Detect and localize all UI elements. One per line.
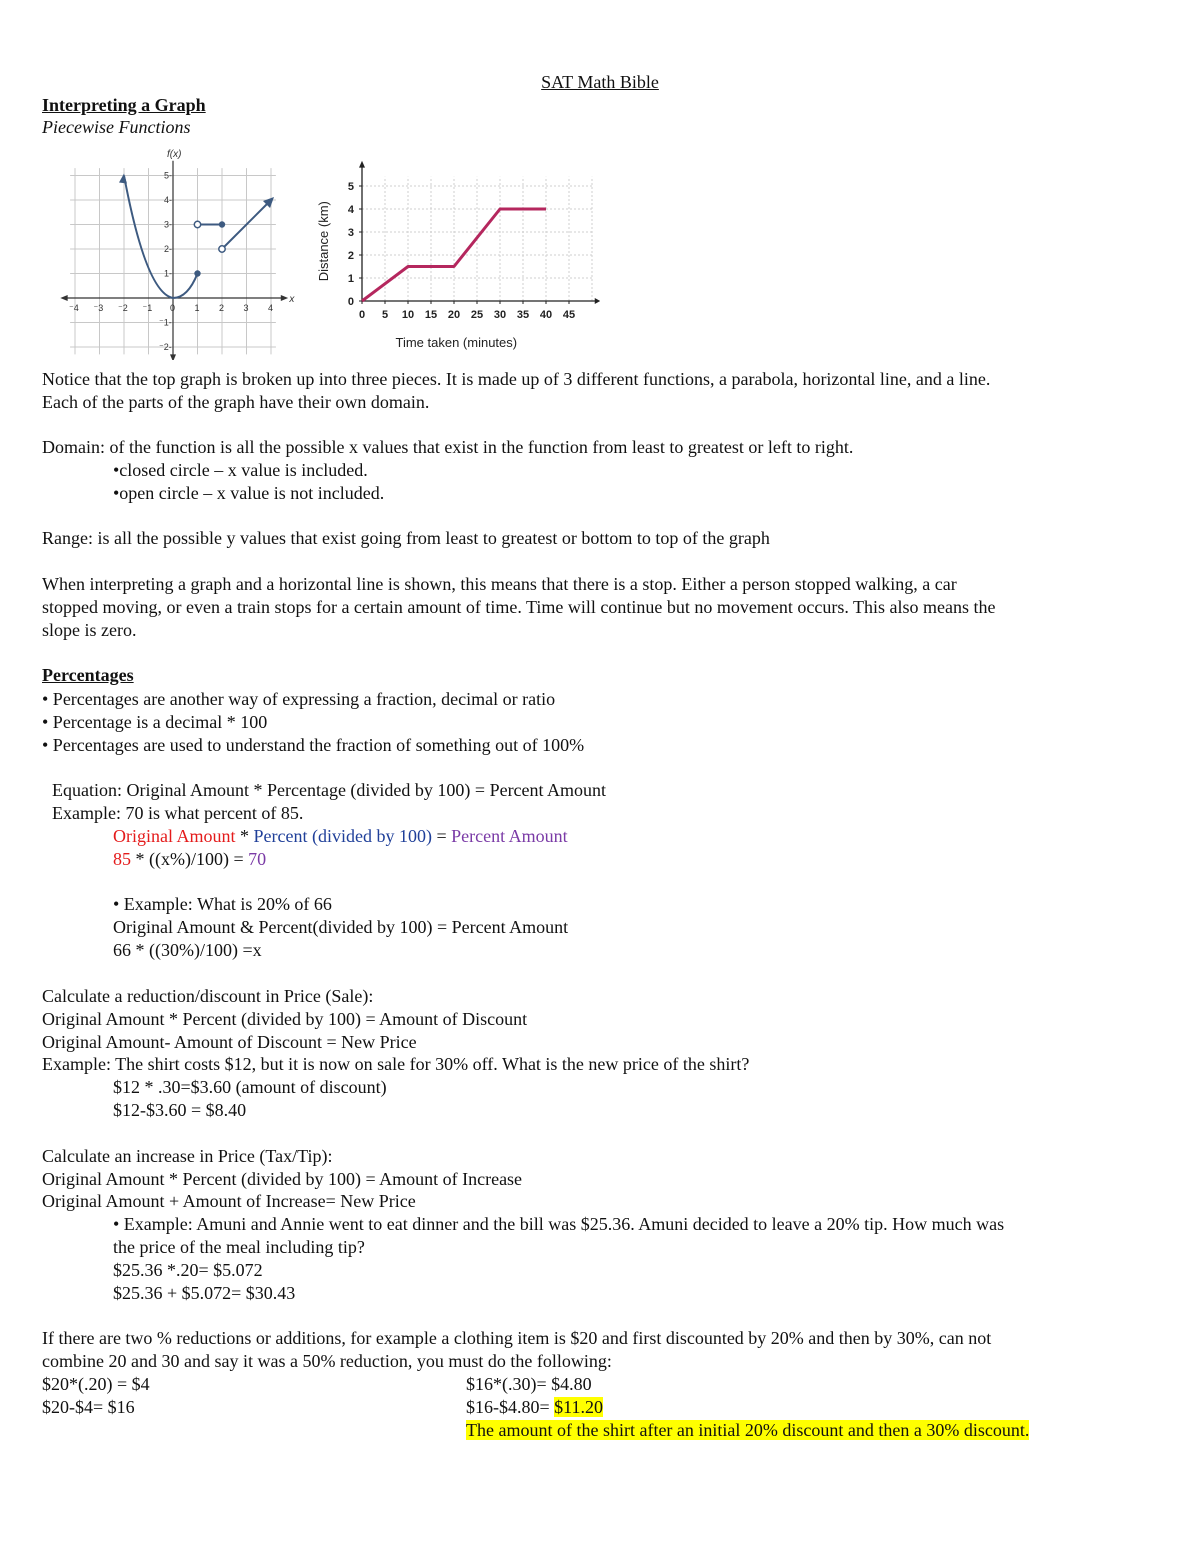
two-percent-text: If there are two % reductions or additions, for example a clothing item is $20 and first discounted by 20% and then by 30%, can not [42, 1328, 992, 1348]
conclusion-text: The amount of the shirt after an initial 20% discount and then a 30% discount. [466, 1420, 1030, 1440]
x-tick-label: 0 [170, 303, 176, 313]
paragraph-line: Notice that the top graph is broken up into three pieces. It is made up of 3 different functions, a parabola, horizontal line, and a line. [42, 369, 991, 389]
value-85: 85 [113, 849, 131, 869]
x-axis-arrow [595, 298, 600, 304]
distance-time-graph [310, 150, 600, 360]
domain-bullet-open: •open circle – x value is not included. [113, 483, 385, 503]
y-axis-arrow [170, 354, 176, 360]
second-discount-prefix: $16-$4.80= [466, 1397, 555, 1417]
calc-middle: * ((x%)/100) = [131, 849, 249, 869]
x-tick-label: 40 [539, 309, 553, 321]
increase-formula: Original Amount * Percent (divided by 100) = Amount of Increase [42, 1169, 523, 1189]
final-price-highlight: $11.20 [554, 1397, 603, 1417]
x-tick-label: 30 [493, 309, 507, 321]
x-tick-label: ⁻1 [142, 303, 153, 313]
original-amount-term: Original Amount [113, 826, 236, 846]
x-tick-label: 35 [516, 309, 530, 321]
x-tick-label: 2 [219, 303, 225, 313]
parabola-piece [124, 176, 198, 299]
section-heading-percentages: Percentages [42, 665, 134, 685]
percentage-bullet: • Percentage is a decimal * 100 [42, 712, 268, 732]
colored-equation [113, 825, 568, 847]
increase-example: the price of the meal including tip? [113, 1237, 365, 1257]
y-tick-label: ⁻2- [159, 342, 172, 352]
paragraph-line: stopped moving, or even a train stops for a certain amount of time. Time will continue but no movement occurs. This also means the [42, 597, 996, 617]
second-discount-result [466, 1396, 603, 1418]
y-tick-label: 1- [164, 268, 173, 279]
y-axis-label: f(x) [167, 148, 182, 160]
x-tick-label: 25 [470, 309, 484, 321]
x-tick-label: 1 [194, 303, 200, 313]
y-tick-label: 5 [347, 181, 354, 193]
increase-calc: $25.36 *.20= $5.072 [113, 1260, 263, 1280]
y-tick-label: 5- [164, 170, 173, 181]
percent-amount-term: Percent Amount [451, 826, 568, 846]
open-circle-point [194, 221, 200, 227]
value-70: 70 [248, 849, 267, 869]
x-tick-label: 5 [381, 309, 389, 321]
paragraph-line: Each of the parts of the graph have their own domain. [42, 392, 430, 412]
x-axis-label: x [289, 294, 295, 305]
x-tick-label: 15 [424, 309, 438, 321]
y-tick-label: 4- [164, 195, 173, 205]
equals-sign: = [431, 826, 452, 846]
percentage-bullet: • Percentages are another way of expressing a fraction, decimal or ratio [42, 689, 556, 709]
x-tick-label: 4 [268, 303, 274, 313]
x-tick-label: 20 [447, 309, 461, 321]
times-sign: * [235, 826, 254, 846]
page-title: SAT Math Bible [541, 72, 659, 92]
y-tick-label: 1 [347, 273, 354, 285]
piecewise-function-graph [55, 140, 300, 360]
conclusion-highlight [466, 1419, 1029, 1441]
example-calc: 66 * ((30%)/100) =x [113, 940, 262, 960]
range-definition: Range: is all the possible y values that exist going from least to greatest or bottom to top of the graph [42, 528, 770, 548]
percentage-bullet: • Percentages are used to understand the fraction of something out of 100% [42, 735, 585, 755]
subheading-piecewise: Piecewise Functions [42, 117, 191, 137]
example-formula: Original Amount & Percent(divided by 100) = Percent Amount [113, 917, 569, 937]
first-discount-result: $20-$4= $16 [42, 1397, 135, 1417]
two-percent-text: combine 20 and 30 and say it was a 50% reduction, you must do the following: [42, 1351, 612, 1371]
y-tick-label: 3 [347, 227, 354, 239]
y-axis-arrow [359, 161, 365, 168]
example-20-of-66: • Example: What is 20% of 66 [113, 894, 332, 914]
percent-example: Example: 70 is what percent of 85. [52, 803, 304, 823]
x-tick-label: ⁻4 [69, 303, 79, 313]
x-axis-label: Time taken (minutes) [395, 335, 518, 350]
section-heading-graph: Interpreting a Graph [42, 95, 206, 115]
first-discount-calc: $20*(.20) = $4 [42, 1374, 150, 1394]
x-tick-label: 45 [562, 309, 576, 321]
colored-example-calc [113, 848, 266, 870]
x-tick-label: 0 [358, 309, 366, 321]
x-axis-arrow [60, 295, 67, 301]
reduction-calc: $12 * .30=$3.60 (amount of discount) [113, 1077, 387, 1097]
y-tick-label: 2- [164, 244, 173, 254]
y-tick-label: 4 [347, 204, 354, 216]
x-tick-label: 10 [401, 309, 415, 321]
increase-formula: Original Amount + Amount of Increase= New Price [42, 1191, 416, 1211]
reduction-example: Example: The shirt costs $12, but it is now on sale for 30% off. What is the new price of the shirt? [42, 1054, 750, 1074]
x-tick-label: ⁻3 [93, 303, 104, 313]
increase-heading: Calculate an increase in Price (Tax/Tip): [42, 1146, 333, 1166]
y-tick-label: ⁻1- [159, 317, 172, 328]
x-tick-label: ⁻2 [118, 303, 128, 313]
reduction-formula: Original Amount * Percent (divided by 100) = Amount of Discount [42, 1009, 528, 1029]
percent-term: Percent (divided by 100) [253, 826, 432, 846]
open-circle-point [219, 246, 225, 252]
second-discount-calc: $16*(.30)= $4.80 [466, 1374, 592, 1394]
x-tick-label: 3 [243, 303, 249, 313]
y-tick-label: 0 [347, 296, 354, 308]
increase-calc: $25.36 + $5.072= $30.43 [113, 1283, 296, 1303]
closed-circle-point [219, 221, 225, 227]
domain-definition: Domain: of the function is all the possible x values that exist in the function from least to greatest or left to right. [42, 437, 854, 457]
percent-equation: Equation: Original Amount * Percentage (divided by 100) = Percent Amount [52, 780, 607, 800]
paragraph-line: When interpreting a graph and a horizontal line is shown, this means that there is a stop. Either a person stopped walking, a car [42, 574, 957, 594]
closed-circle-point [194, 270, 200, 276]
increase-example: • Example: Amuni and Annie went to eat dinner and the bill was $25.36. Amuni decided to leave a 20% tip. How much was [113, 1214, 1005, 1234]
reduction-heading: Calculate a reduction/discount in Price (Sale): [42, 986, 374, 1006]
paragraph-line: slope is zero. [42, 620, 137, 640]
y-tick-label: 2 [347, 250, 354, 262]
y-tick-label: 3- [164, 219, 173, 230]
y-axis-label: Distance (km) [316, 201, 331, 282]
reduction-calc: $12-$3.60 = $8.40 [113, 1100, 247, 1120]
x-axis-arrow [281, 295, 288, 301]
reduction-formula: Original Amount- Amount of Discount = New Price [42, 1032, 417, 1052]
domain-bullet-closed: •closed circle – x value is included. [113, 460, 368, 480]
